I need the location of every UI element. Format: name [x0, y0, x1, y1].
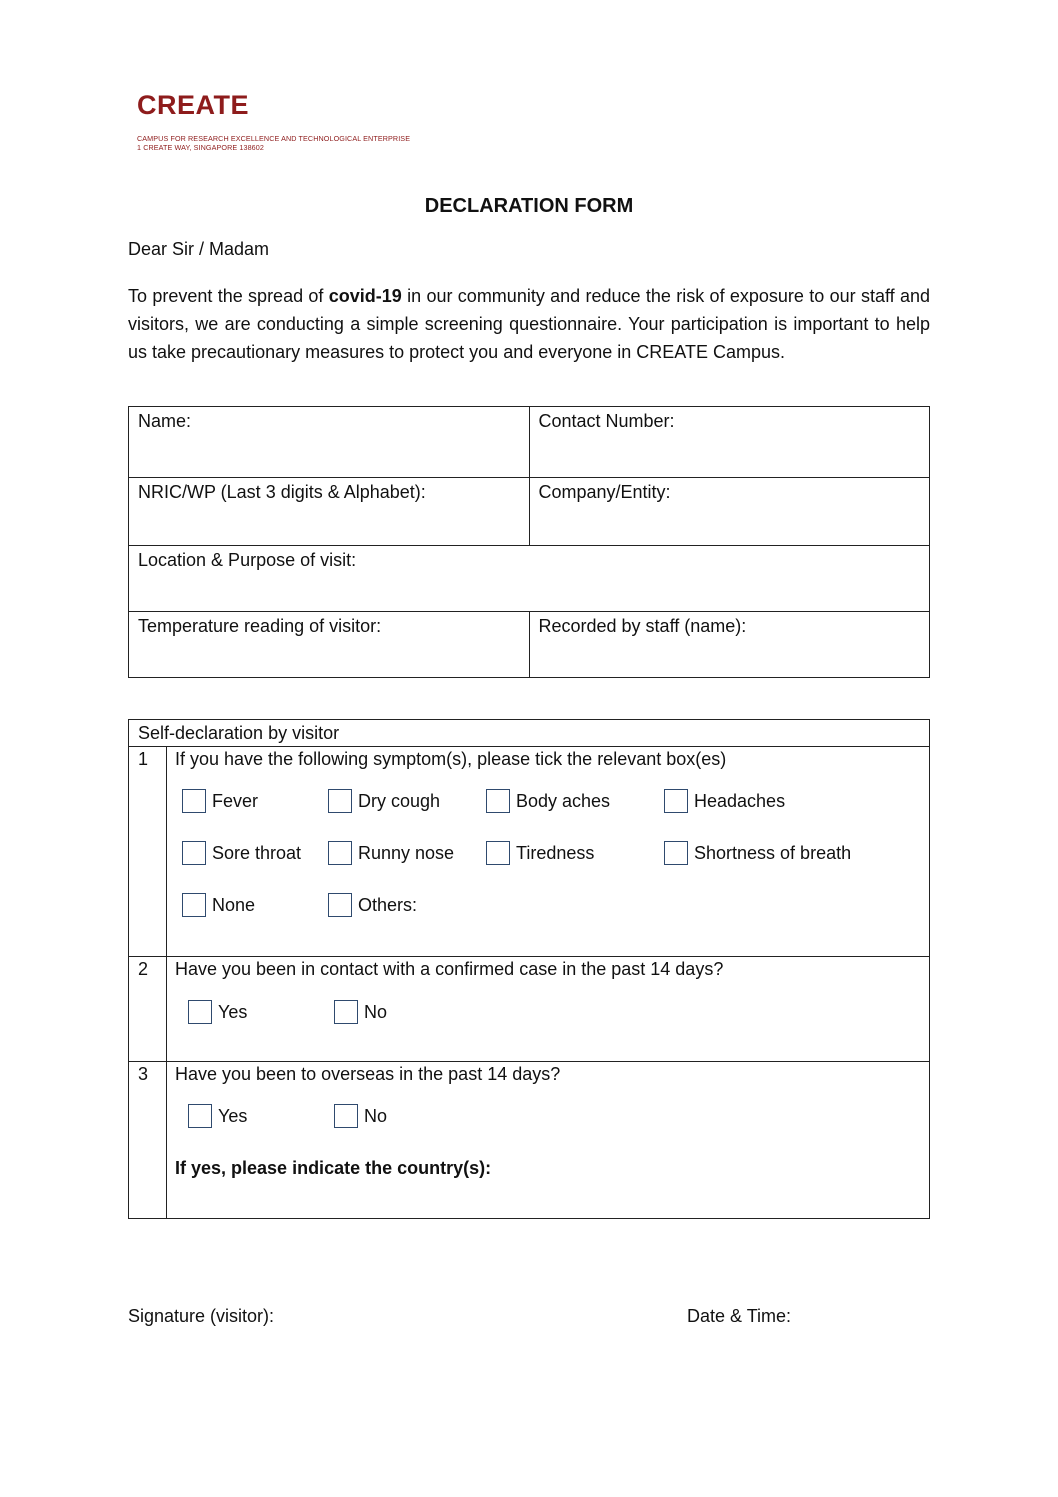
- checkbox-box[interactable]: [182, 789, 206, 813]
- checkbox-no[interactable]: [334, 1000, 387, 1024]
- checkbox-headaches[interactable]: [664, 789, 785, 813]
- option-label: Tiredness: [516, 842, 595, 863]
- checkbox-box[interactable]: [182, 893, 206, 917]
- nric-field[interactable]: [129, 478, 530, 546]
- checkbox-box[interactable]: [334, 1000, 358, 1024]
- company-field[interactable]: [529, 478, 930, 546]
- checkbox-box[interactable]: [188, 1104, 212, 1128]
- checkbox-box[interactable]: [182, 841, 206, 865]
- location-field[interactable]: [129, 546, 930, 612]
- option-label: No: [364, 1105, 388, 1126]
- recorded-by-label: Recorded by staff (name):: [538, 616, 747, 636]
- checkbox-box[interactable]: [664, 841, 688, 865]
- checkbox-yes[interactable]: [188, 1000, 247, 1024]
- checkbox-fever[interactable]: [182, 789, 258, 813]
- location-label: Location & Purpose of visit:: [138, 550, 357, 570]
- option-label: Sore throat: [212, 842, 302, 863]
- visitor-info-table: [128, 406, 930, 678]
- checkbox-dry-cough[interactable]: [328, 789, 440, 813]
- question-number: 2: [129, 957, 167, 1062]
- signature-label[interactable]: Signature (visitor):: [128, 1306, 275, 1326]
- option-label: None: [212, 894, 256, 915]
- intro-paragraph: [128, 282, 930, 366]
- temperature-field[interactable]: [129, 612, 530, 678]
- checkbox-body-aches[interactable]: [486, 789, 610, 813]
- intro-text-1: To prevent the spread of: [128, 286, 329, 306]
- temperature-label: Temperature reading of visitor:: [138, 616, 382, 636]
- question-symptoms: [167, 747, 930, 957]
- name-label: Name:: [138, 411, 192, 431]
- form-title: DECLARATION FORM: [424, 195, 634, 217]
- option-label: Runny nose: [358, 842, 455, 863]
- checkbox-box[interactable]: [328, 841, 352, 865]
- question-number: 3: [129, 1062, 167, 1219]
- option-label: Others:: [358, 894, 418, 915]
- option-label: Body aches: [516, 790, 611, 811]
- yes-no-row: [175, 1104, 920, 1156]
- checkbox-others[interactable]: [328, 893, 417, 917]
- checkbox-box[interactable]: [486, 789, 510, 813]
- country-prompt[interactable]: If yes, please indicate the country(s):: [175, 1158, 492, 1178]
- contact-label: Contact Number:: [538, 411, 675, 431]
- option-label: Dry cough: [358, 790, 441, 811]
- name-field[interactable]: [129, 407, 530, 478]
- checkbox-tiredness[interactable]: [486, 841, 594, 865]
- checkbox-yes[interactable]: [188, 1104, 247, 1128]
- logo-org-name: CAMPUS FOR RESEARCH EXCELLENCE AND TECHNOLOGICAL ENTERPRISE: [137, 134, 411, 143]
- checkbox-runny-nose[interactable]: [328, 841, 454, 865]
- symptom-row: [175, 841, 920, 893]
- greeting: Dear Sir / Madam: [128, 239, 270, 259]
- checkbox-no[interactable]: [334, 1104, 387, 1128]
- question-contact: [167, 957, 930, 1062]
- question-text: Have you been in contact with a confirmed case in the past 14 days?: [175, 959, 724, 979]
- question-text: If you have the following symptom(s), please tick the relevant box(es): [175, 749, 727, 769]
- symptom-row: [175, 789, 920, 841]
- checkbox-box[interactable]: [328, 789, 352, 813]
- option-label: Fever: [212, 790, 259, 811]
- intro-text-2: in our community and reduce the risk of exposure to our staff and visitors, we are conducting a simple screening questionnaire. Your participation is important to help us take precautionary measures to protect you and everyone in CREATE Campus.: [128, 286, 931, 362]
- logo-title: CREATE: [137, 90, 250, 120]
- checkbox-box[interactable]: [334, 1104, 358, 1128]
- question-number: 1: [129, 747, 167, 957]
- logo-address-line: 1 CREATE WAY, SINGAPORE 138602: [137, 143, 264, 152]
- checkbox-box[interactable]: [664, 789, 688, 813]
- self-declaration-table: [128, 719, 930, 1219]
- symptom-row: [175, 893, 920, 943]
- contact-field[interactable]: [529, 407, 930, 478]
- option-label: Headaches: [694, 790, 786, 811]
- option-label: Yes: [218, 1001, 248, 1022]
- date-time-label[interactable]: Date & Time:: [687, 1306, 792, 1326]
- nric-label: NRIC/WP (Last 3 digits & Alphabet):: [138, 482, 426, 502]
- yes-no-row: [175, 1000, 920, 1050]
- checkbox-box[interactable]: [188, 1000, 212, 1024]
- checkbox-shortness-of-breath[interactable]: [664, 841, 851, 865]
- option-label: No: [364, 1001, 388, 1022]
- option-label: Shortness of breath: [694, 842, 852, 863]
- question-overseas: [167, 1062, 930, 1219]
- checkbox-sore-throat[interactable]: [182, 841, 301, 865]
- checkbox-box[interactable]: [328, 893, 352, 917]
- question-text: Have you been to overseas in the past 14 days?: [175, 1064, 561, 1084]
- checkbox-none[interactable]: [182, 893, 255, 917]
- option-label: Yes: [218, 1105, 248, 1126]
- checkbox-box[interactable]: [486, 841, 510, 865]
- recorded-by-field[interactable]: [529, 612, 930, 678]
- logo-address: [137, 134, 410, 152]
- company-label: Company/Entity:: [538, 482, 671, 502]
- declaration-heading: Self-declaration by visitor: [129, 720, 930, 747]
- intro-bold: covid-19: [328, 286, 402, 306]
